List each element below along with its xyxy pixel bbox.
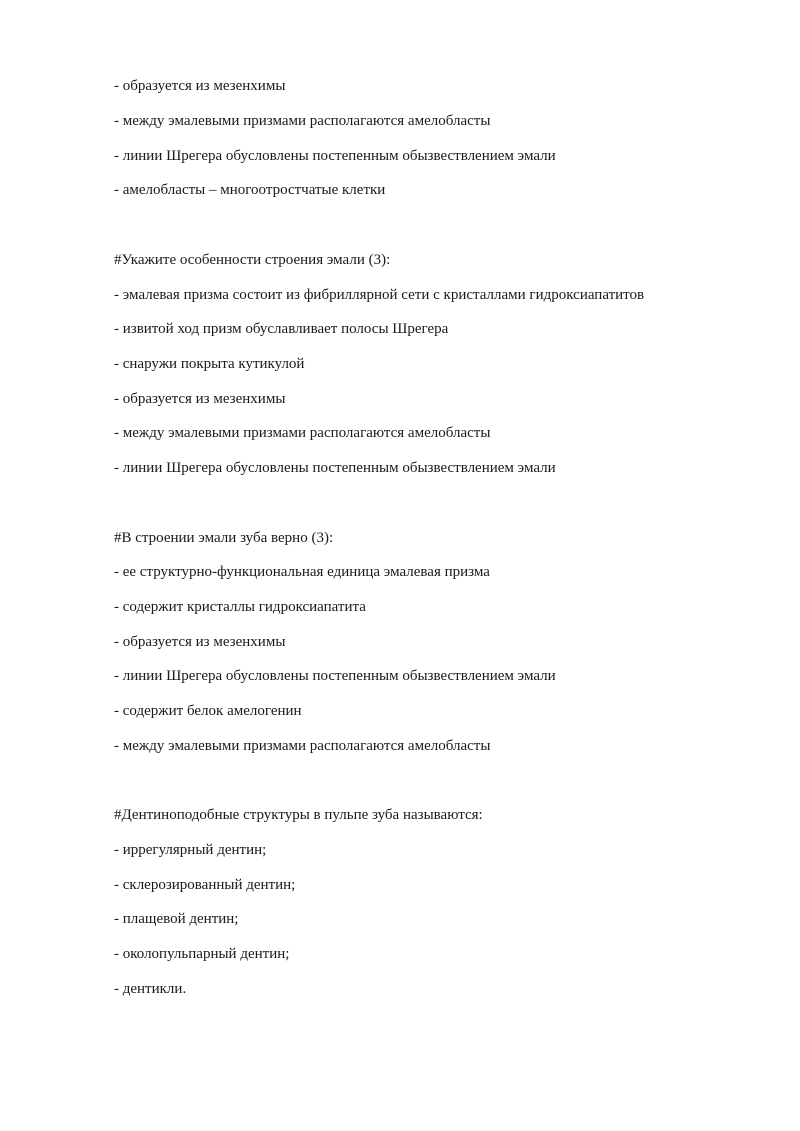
answer-option: - между эмалевыми призмами располагаются амелобласты bbox=[114, 425, 491, 441]
answer-option: - склерозированный дентин; bbox=[114, 877, 296, 893]
answer-option: - околопульпарный дентин; bbox=[114, 946, 290, 962]
answer-option: - амелобласты – многоотростчатые клетки bbox=[114, 182, 386, 198]
question-heading: #В строении эмали зуба верно (3): bbox=[114, 530, 334, 546]
answer-option: - линии Шрегера обусловлены постепенным обызвествлением эмали bbox=[114, 460, 556, 476]
answer-option: - линии Шрегера обусловлены постепенным обызвествлением эмали bbox=[114, 668, 556, 684]
answer-option: - дентикли. bbox=[114, 981, 187, 997]
answer-option: - содержит кристаллы гидроксиапатита bbox=[114, 599, 366, 615]
answer-option: - эмалевая призма состоит из фибриллярной сети с кристаллами гидроксиапатитов bbox=[114, 287, 645, 303]
answer-option: - извитой ход призм обуславливает полосы Шрегера bbox=[114, 321, 449, 337]
answer-option: - иррегулярный дентин; bbox=[114, 842, 267, 858]
answer-option: - между эмалевыми призмами располагаются амелобласты bbox=[114, 738, 491, 754]
question-heading: #Дентиноподобные структуры в пульпе зуба называются: bbox=[114, 807, 483, 823]
question-heading: #Укажите особенности строения эмали (3): bbox=[114, 252, 391, 268]
answer-option: - содержит белок амелогенин bbox=[114, 703, 302, 719]
answer-option: - линии Шрегера обусловлены постепенным обызвествлением эмали bbox=[114, 148, 556, 164]
answer-option: - образуется из мезенхимы bbox=[114, 391, 286, 407]
answer-option: - образуется из мезенхимы bbox=[114, 78, 286, 94]
answer-option: - ее структурно-функциональная единица эмалевая призма bbox=[114, 564, 490, 580]
answer-option: - плащевой дентин; bbox=[114, 911, 239, 927]
answer-option: - снаружи покрыта кутикулой bbox=[114, 356, 305, 372]
answer-option: - между эмалевыми призмами располагаются амелобласты bbox=[114, 113, 491, 129]
answer-option: - образуется из мезенхимы bbox=[114, 634, 286, 650]
